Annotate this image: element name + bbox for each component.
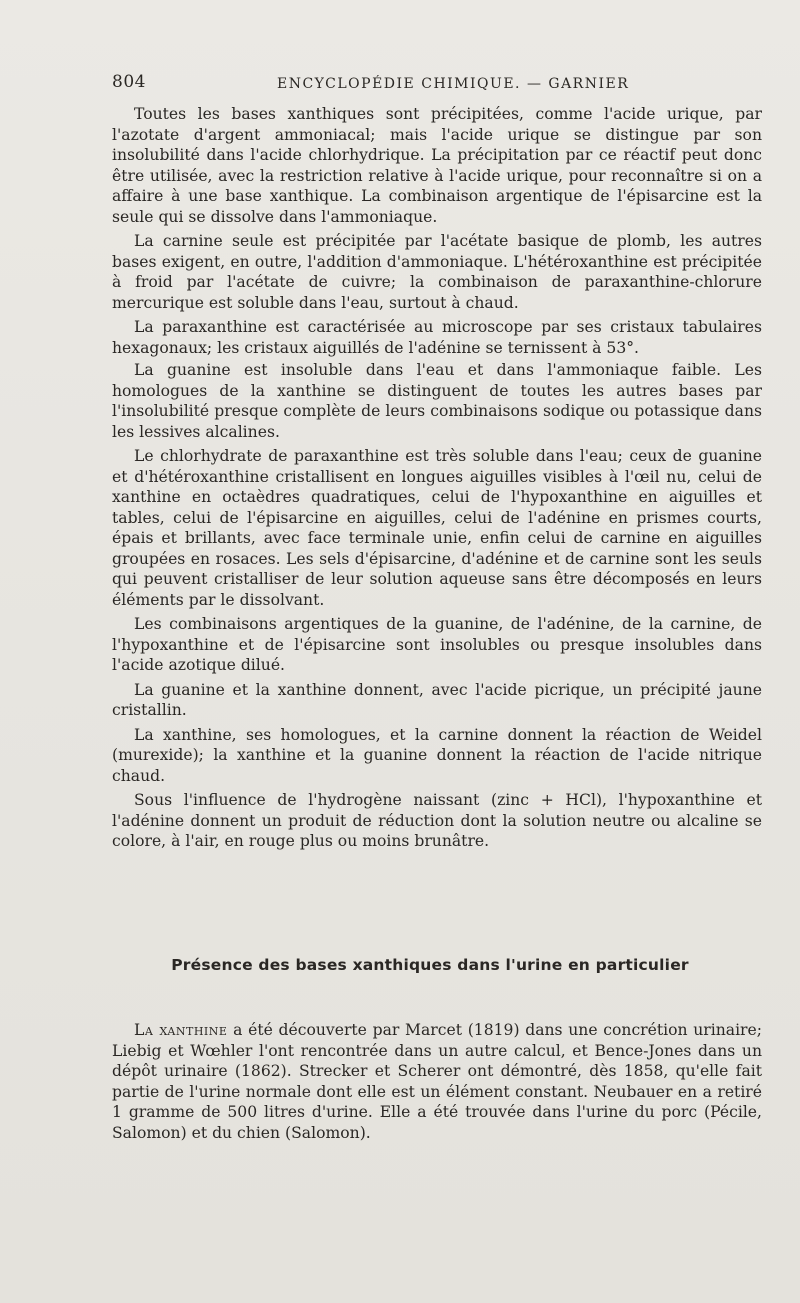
paragraph-argentiques: Les combinaisons argentiques de la guanine, de l'adénine, de la carnine, de l'hypoxanthine et de l'épisarcine sont insolubles ou presque insolubles dans l'acide azotique dilué. xyxy=(112,615,762,674)
page-number: 804 xyxy=(112,72,146,92)
paragraph-hydrogene: Sous l'influence de l'hydrogène naissant (zinc + HCl), l'hypoxanthine et l'adénine donnent un produit de réduction dont la solution neutre ou alcaline se colore, à l'air, en rouge plus ou moins brunâtre. xyxy=(112,791,762,850)
paragraph-weidel: La xanthine, ses homologues, et la carnine donnent la réaction de Weidel (murexide); la xanthine et la guanine donnent la réaction de l'acide nitrique chaud. xyxy=(112,725,762,785)
paragraph-picrique: La guanine et la xanthine donnent, avec l'acide picrique, un précipité jaune cristallin. xyxy=(112,680,762,719)
body-text xyxy=(112,104,762,854)
paragraph-carnine: La carnine seule est précipitée par l'acétate basique de plomb, les autres bases exigent, en outre, l'addition d'ammoniaque. L'hétéroxanthine est précipitée à froid par l'acétate de cuivre; la combinaison de paraxanthine-chlorure mercurique est soluble dans l'eau, surtout à chaud. xyxy=(112,232,762,312)
paragraph-argent: Toutes les bases xanthiques sont précipitées, comme l'acide urique, par l'azotate d'argent ammoniacal; mais l'acide urique se distingue par son insolubilité dans l'acide chlorhydrique. La précipitation par ce réactif peut donc être utilisée, avec la restriction relative à l'acide urique, pour reconnaître si on a affaire à une base xanthique. La combinaison argentique de l'épisarcine est la seule qui se dissolve dans l'ammoniaque. xyxy=(112,105,762,226)
lead-word: La xanthine xyxy=(134,1021,228,1039)
section-body xyxy=(112,1020,762,1145)
paragraph-chlorhydrate: Le chlorhydrate de paraxanthine est très soluble dans l'eau; ceux de guanine et d'hétéroxanthine cristallisent en longues aiguilles visibles à l'œil nu, celui de xanthine en octaèdres quadratiques, celui de l'hypoxanthine en aiguilles et tables, celui de l'épisarcine en aiguilles, celui de l'adénine en prismes courts, épais et brillants, avec face terminale unie, enfin celui de carnine en aiguilles groupées en rosaces. Les sels d'épisarcine, d'adénine et de carnine sont les seuls qui peuvent cristalliser de leur solution aqueuse sans être décomposés en leurs éléments par le dissolvant. xyxy=(112,447,762,609)
running-title: ENCYCLOPÉDIE CHIMIQUE. — GARNIER xyxy=(277,76,630,92)
section-heading: Présence des bases xanthiques dans l'urine en particulier xyxy=(171,956,689,974)
paragraph-paraxanthine: La paraxanthine est caractérisée au microscope par ses cristaux tabulaires hexagonaux; les cristaux aiguillés de l'adénine se ternissent à 53°. xyxy=(112,318,762,357)
paragraph-guanine: La guanine est insoluble dans l'eau et dans l'ammoniaque faible. Les homologues de la xanthine se distinguent de toutes les autres bases par l'insolubilité presque complète de leurs combinaisons sodique ou potassique dans les lessives alcalines. xyxy=(112,361,762,441)
page-header xyxy=(112,64,772,94)
paragraph-xanthine-text: a été découverte par Marcet (1819) dans une concrétion urinaire; Liebig et Wœhler l'ont rencontrée dans un autre calcul, et Bence-Jones dans un dépôt urinaire (1862). Strecker et Scherer ont démontré, dès 1858, qu'elle fait partie de l'urine normale dont elle est un élément constant. Neubauer en a retiré 1 gramme de 500 litres d'urine. Elle a été trouvée dans l'urine du porc (Pécile, Salomon) et du chien (Salomon). xyxy=(112,1021,762,1142)
paragraph-xanthine-urine xyxy=(112,1020,762,1143)
